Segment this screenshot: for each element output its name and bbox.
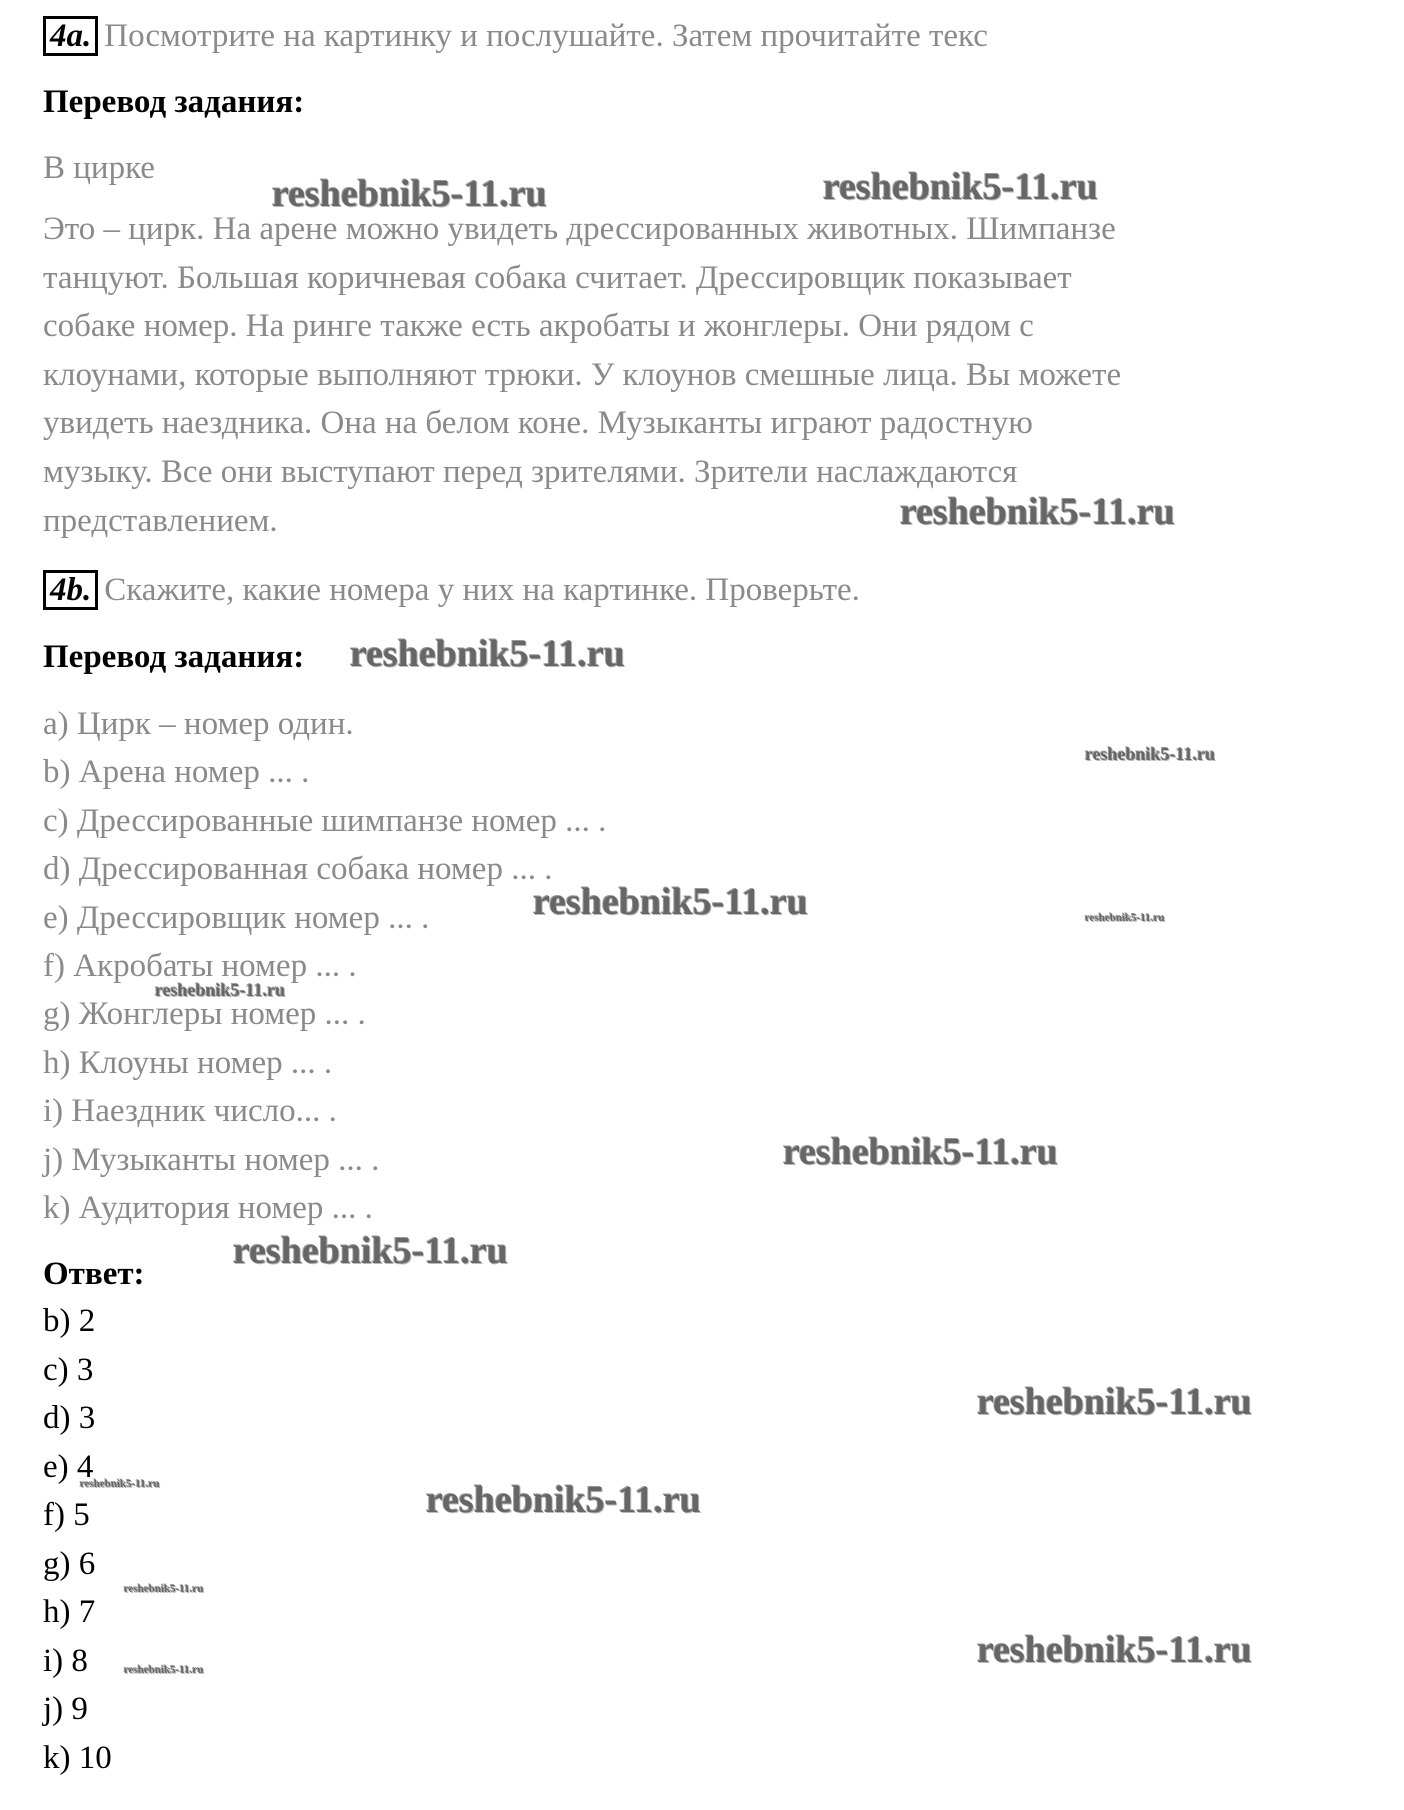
paragraph-line: музыку. Все они выступают перед зрителями. Зрители наслаждаются [43, 454, 1018, 490]
answer-item: e) 4 [43, 1448, 94, 1485]
list-item: k) Аудитория номер ... . [43, 1190, 373, 1226]
answer-item: b) 2 [43, 1303, 96, 1339]
list-item: f) Акробаты номер ... . [43, 948, 357, 984]
answer-item: d) 3 [43, 1400, 96, 1436]
paragraph-line: собаке номер. На ринге также есть акробаты и жонглеры. Они рядом с [43, 308, 1034, 345]
answer-item: g) 6 [43, 1545, 96, 1582]
task-4a-instruction-line [43, 16, 988, 56]
paragraph-line: увидеть наездника. Она на белом коне. Музыканты играют радостную [43, 405, 1033, 442]
answer-item: c) 3 [43, 1351, 94, 1388]
list-item: i) Наездник число... . [43, 1093, 337, 1130]
watermark: reshebnik5-11.ru [1085, 912, 1165, 924]
paragraph-line: клоунами, которые выполняют трюки. У клоунов смешные лица. Вы можете [43, 356, 1122, 393]
translation-heading-4a: Перевод задания: [43, 84, 305, 120]
translation-heading-4b: Перевод задания: [43, 639, 305, 675]
watermark: reshebnik5-11.ru [1085, 744, 1216, 764]
list-item: d) Дрессированная собака номер ... . [43, 851, 553, 888]
answer-heading: Ответ: [43, 1256, 145, 1292]
watermark: reshebnik5-11.ru [272, 173, 547, 215]
answer-item: i) 8 [43, 1642, 88, 1679]
watermark: reshebnik5-11.ru [533, 881, 808, 923]
watermark: reshebnik5-11.ru [155, 980, 286, 1000]
watermark: reshebnik5-11.ru [977, 1381, 1252, 1423]
task-4b-instruction-line [43, 570, 860, 610]
watermark: reshebnik5-11.ru [124, 1583, 204, 1595]
watermark: reshebnik5-11.ru [233, 1230, 508, 1272]
task-4a-instruction: Посмотрите на картинку и послушайте. Затем прочитайте текс [104, 18, 988, 54]
list-item: b) Арена номер ... . [43, 754, 310, 791]
list-item: g) Жонглеры номер ... . [43, 996, 366, 1033]
task-4b-instruction: Скажите, какие номера у них на картинке. Проверьте. [104, 572, 860, 608]
list-item: a) Цирк – номер один. [43, 706, 354, 742]
watermark: reshebnik5-11.ru [900, 491, 1175, 533]
answer-item: k) 10 [43, 1739, 112, 1776]
text-title: В цирке [43, 150, 155, 186]
watermark: reshebnik5-11.ru [783, 1131, 1058, 1173]
watermark: reshebnik5-11.ru [350, 633, 625, 675]
answer-item: j) 9 [43, 1691, 88, 1727]
answer-item: f) 5 [43, 1497, 90, 1533]
task-number-badge: 4b. [43, 570, 98, 610]
list-item: h) Клоуны номер ... . [43, 1044, 333, 1081]
watermark: reshebnik5-11.ru [823, 166, 1098, 208]
watermark: reshebnik5-11.ru [80, 1478, 160, 1490]
paragraph-line: танцуют. Большая коричневая собака считает. Дрессировщик показывает [43, 259, 1072, 296]
watermark: reshebnik5-11.ru [124, 1664, 204, 1676]
watermark: reshebnik5-11.ru [426, 1479, 701, 1521]
list-item: j) Музыканты номер ... . [43, 1141, 380, 1178]
paragraph-line: Это – цирк. На арене можно увидеть дрессированных животных. Шимпанзе [43, 211, 1116, 247]
list-item: e) Дрессировщик номер ... . [43, 899, 430, 936]
task-number-badge: 4a. [43, 16, 98, 56]
list-item: c) Дрессированные шимпанзе номер ... . [43, 802, 607, 839]
paragraph-line: представлением. [43, 502, 278, 539]
answer-item: h) 7 [43, 1594, 96, 1630]
watermark: reshebnik5-11.ru [977, 1629, 1252, 1671]
